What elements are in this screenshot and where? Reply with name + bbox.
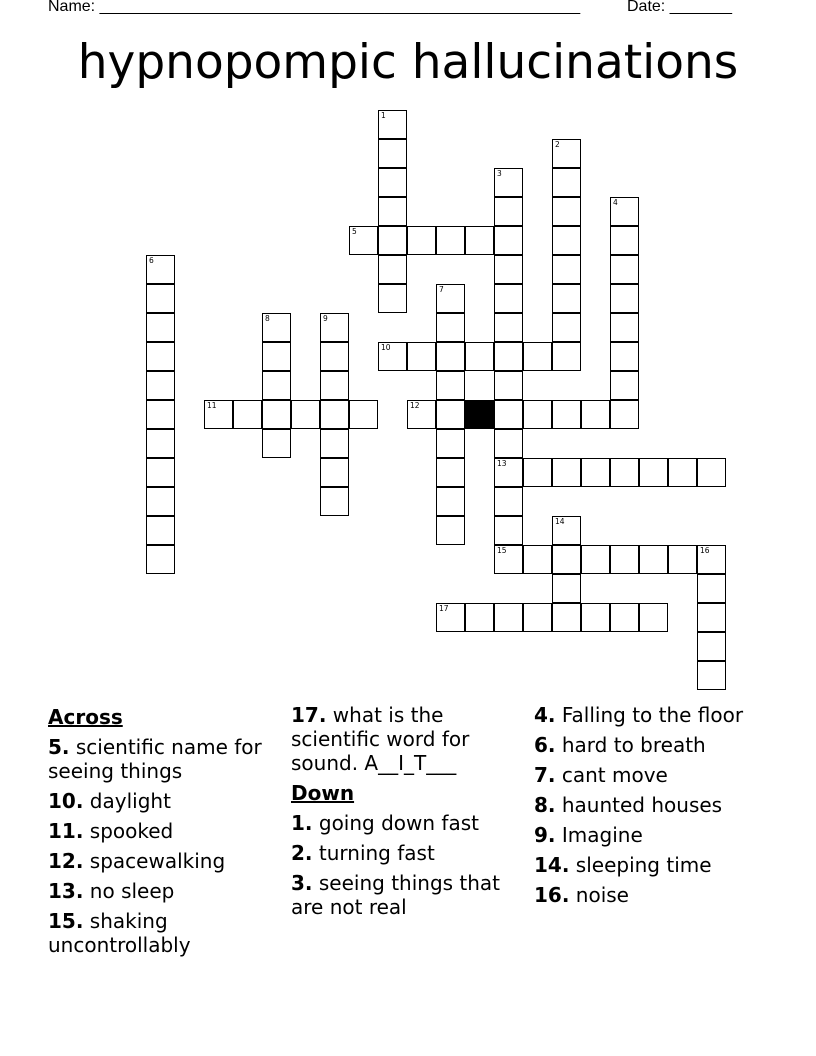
clue-item [48,879,278,903]
grid-cell[interactable] [552,255,581,284]
clue-text: sleeping time [569,853,712,877]
grid-cell[interactable] [494,371,523,400]
clue-text: hard to breath [555,733,706,757]
clue-number: 4 [613,198,618,207]
clue-item [534,703,764,727]
grid-cell[interactable] [349,226,378,255]
grid-cell[interactable] [552,139,581,168]
clue-number-label: 10. [48,789,84,813]
grid-cell[interactable] [378,139,407,168]
clue-text: no sleep [83,879,175,903]
grid-cell[interactable] [494,342,523,371]
grid-cell[interactable] [436,342,465,371]
grid-cell[interactable] [320,313,349,342]
clue-item [48,909,278,957]
clue-number-label: 5. [48,735,70,759]
grid-cell[interactable] [639,603,668,632]
grid-cell[interactable] [146,487,175,516]
clue-number-label: 3. [291,871,313,895]
grid-cell[interactable] [494,487,523,516]
grid-cell[interactable] [552,603,581,632]
clue-number: 5 [352,227,357,236]
grid-cell[interactable] [436,400,465,429]
grid-cell[interactable] [320,458,349,487]
clue-number: 2 [555,140,560,149]
grid-cell[interactable] [610,545,639,574]
grid-cell[interactable] [349,400,378,429]
grid-cell[interactable] [465,226,494,255]
clue-item [291,703,521,775]
grid-cell[interactable] [146,545,175,574]
grid-cell[interactable] [320,400,349,429]
grid-cell[interactable] [552,226,581,255]
clue-number: 7 [439,285,444,294]
grid-cell[interactable] [668,545,697,574]
grid-cell[interactable] [407,400,436,429]
grid-cell[interactable] [436,226,465,255]
clue-column-2 [291,703,521,925]
grid-cell[interactable] [523,545,552,574]
date-field-label: Date: _______ [627,0,732,15]
grid-cell[interactable] [552,342,581,371]
clue-item [534,883,764,907]
grid-cell[interactable] [262,313,291,342]
clue-text: cant move [555,763,668,787]
grid-cell[interactable] [697,458,726,487]
clue-text: spacewalking [83,849,226,873]
grid-cell[interactable] [697,632,726,661]
grid-cell[interactable] [262,342,291,371]
grid-cell[interactable] [378,197,407,226]
grid-cell[interactable] [262,371,291,400]
grid-cell[interactable] [494,255,523,284]
grid-cell[interactable] [146,313,175,342]
grid-cell[interactable] [407,226,436,255]
grid-cell[interactable] [494,168,523,197]
grid-cell[interactable] [610,226,639,255]
clue-number: 6 [149,256,154,265]
grid-cell[interactable] [146,516,175,545]
down-heading: Down [291,781,355,805]
grid-cell[interactable] [610,197,639,226]
grid-cell[interactable] [523,458,552,487]
clue-number: 17 [439,604,449,613]
grid-cell[interactable] [494,226,523,255]
clue-item [291,811,521,835]
clue-number: 16 [700,546,710,555]
clue-text: going down fast [312,811,479,835]
grid-cell[interactable] [610,313,639,342]
clue-number-label: 17. [291,703,327,727]
grid-cell[interactable] [465,342,494,371]
grid-cell[interactable] [291,400,320,429]
grid-cell[interactable] [320,487,349,516]
clue-number: 10 [381,343,391,352]
clue-text: spooked [83,819,174,843]
clue-column-1 [48,703,278,963]
clue-number-label: 13. [48,879,84,903]
grid-cell[interactable] [523,400,552,429]
grid-cell[interactable] [146,371,175,400]
clue-number: 14 [555,517,565,526]
clue-item [291,871,521,919]
clue-number-label: 9. [534,823,556,847]
clue-text: what is the scientific word for sound. A__I_T___ [291,703,470,775]
grid-cell[interactable] [146,458,175,487]
clue-item [48,819,278,843]
grid-cell[interactable] [378,226,407,255]
clue-number-label: 15. [48,909,84,933]
grid-cell[interactable] [581,458,610,487]
clue-number-label: 7. [534,763,556,787]
across-clue-list [48,735,278,957]
clue-number: 1 [381,111,386,120]
grid-cell[interactable] [494,429,523,458]
grid-cell[interactable] [552,516,581,545]
clue-number: 9 [323,314,328,323]
grid-cell[interactable] [610,284,639,313]
clue-number: 12 [410,401,420,410]
grid-cell[interactable] [465,603,494,632]
grid-cell[interactable] [552,284,581,313]
grid-cell[interactable] [494,603,523,632]
grid-cell[interactable] [233,400,262,429]
grid-cell[interactable] [552,197,581,226]
grid-cell[interactable] [494,545,523,574]
grid-cell[interactable] [436,487,465,516]
grid-cell[interactable] [552,313,581,342]
grid-cell[interactable] [494,197,523,226]
grid-cell[interactable] [697,574,726,603]
clue-number: 13 [497,459,507,468]
clue-text: Imagine [555,823,643,847]
grid-cell[interactable] [378,168,407,197]
grid-cell[interactable] [436,603,465,632]
clue-number-label: 11. [48,819,84,843]
down-clue-list-continued [534,703,764,907]
puzzle-title: hypnopompic hallucinations [77,35,739,90]
grid-cell[interactable] [523,603,552,632]
grid-cell[interactable] [320,371,349,400]
clue-item [48,849,278,873]
grid-cell[interactable] [436,516,465,545]
clue-number-label: 14. [534,853,570,877]
grid-cell[interactable] [552,574,581,603]
grid-cell[interactable] [436,458,465,487]
grid-cell[interactable] [204,400,233,429]
grid-cell[interactable] [610,400,639,429]
grid-cell[interactable] [581,400,610,429]
clue-number-label: 16. [534,883,570,907]
clue-item [534,793,764,817]
grid-cell[interactable] [494,284,523,313]
clue-text: scientific name for seeing things [48,735,262,783]
grid-cell[interactable] [436,284,465,313]
grid-cell[interactable] [610,255,639,284]
grid-cell[interactable] [697,603,726,632]
grid-cell[interactable] [436,429,465,458]
name-field-label: Name: ______________________________________________________ [48,0,581,15]
clue-item [534,853,764,877]
grid-cell[interactable] [552,545,581,574]
grid-cell[interactable] [581,545,610,574]
grid-cell[interactable] [639,545,668,574]
grid-cell[interactable] [697,661,726,690]
grid-cell[interactable] [378,110,407,139]
clue-text: daylight [83,789,171,813]
clue-item [48,789,278,813]
clue-item [291,841,521,865]
clue-text: haunted houses [555,793,723,817]
clue-number-label: 1. [291,811,313,835]
grid-cell[interactable] [610,342,639,371]
across-clue-list-continued [291,703,521,775]
grid-cell[interactable] [610,603,639,632]
across-heading: Across [48,705,123,729]
clue-number: 3 [497,169,502,178]
grid-cell[interactable] [639,458,668,487]
grid-cell[interactable] [697,545,726,574]
down-clue-list [291,811,521,919]
grid-cell[interactable] [146,400,175,429]
clue-number-label: 8. [534,793,556,817]
clue-column-3 [534,703,764,913]
grid-cell[interactable] [494,516,523,545]
grid-cell[interactable] [668,458,697,487]
grid-cell[interactable] [146,255,175,284]
clue-number-label: 6. [534,733,556,757]
grid-cell[interactable] [378,342,407,371]
clue-text: turning fast [312,841,435,865]
grid-cell[interactable] [552,458,581,487]
clue-text: Falling to the floor [555,703,744,727]
grid-cell[interactable] [552,168,581,197]
clue-number: 11 [207,401,217,410]
grid-cell[interactable] [262,400,291,429]
grid-cell[interactable] [262,429,291,458]
grid-cell[interactable] [146,429,175,458]
clue-number: 8 [265,314,270,323]
grid-cell[interactable] [146,342,175,371]
clue-item [534,733,764,757]
grid-cell[interactable] [494,313,523,342]
grid-cell[interactable] [494,400,523,429]
grid-cell[interactable] [610,458,639,487]
clue-number: 15 [497,546,507,555]
clue-text: shaking uncontrollably [48,909,191,957]
grid-cell[interactable] [407,342,436,371]
clue-number-label: 12. [48,849,84,873]
grid-cell[interactable] [581,603,610,632]
grid-cell[interactable] [378,284,407,313]
grid-cell[interactable] [436,313,465,342]
clue-number-label: 2. [291,841,313,865]
grid-cell[interactable] [494,458,523,487]
black-cell [465,400,494,429]
clue-item [48,735,278,783]
clue-item [534,763,764,787]
grid-cell[interactable] [610,371,639,400]
clue-item [534,823,764,847]
clue-number-label: 4. [534,703,556,727]
clue-text: seeing things that are not real [291,871,501,919]
grid-cell[interactable] [320,342,349,371]
grid-cell[interactable] [378,255,407,284]
clue-text: noise [569,883,629,907]
grid-cell[interactable] [552,400,581,429]
grid-cell[interactable] [523,342,552,371]
grid-cell[interactable] [436,371,465,400]
grid-cell[interactable] [320,429,349,458]
grid-cell[interactable] [146,284,175,313]
